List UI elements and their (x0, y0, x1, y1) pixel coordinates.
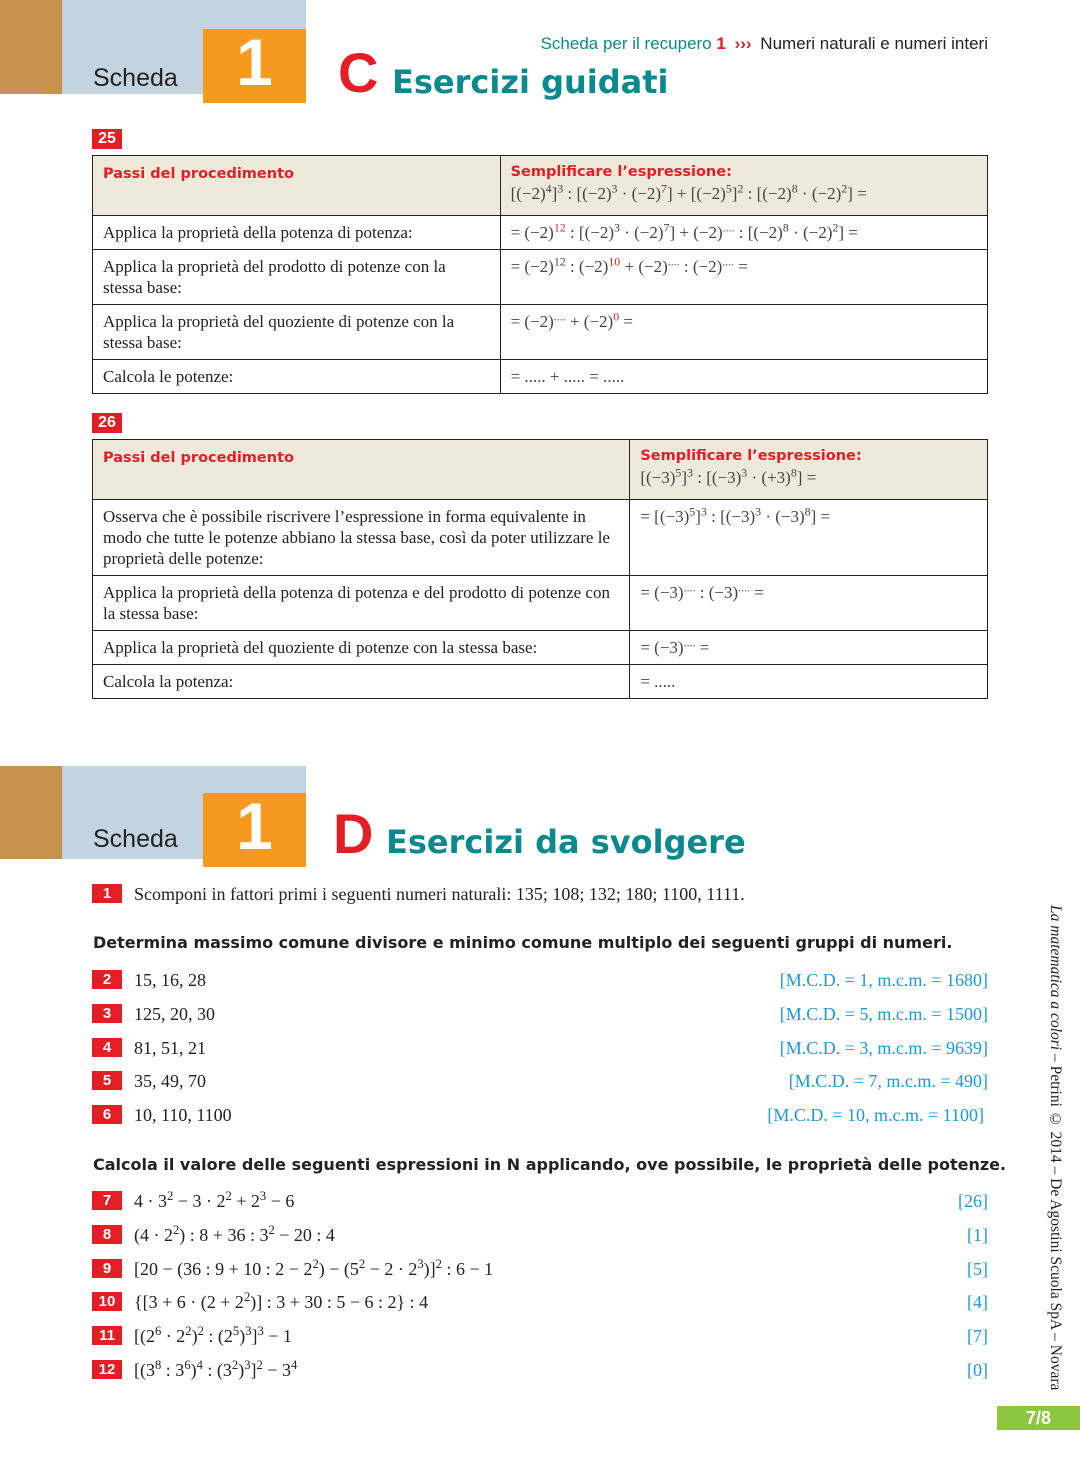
exercise-number: 9 (92, 1259, 122, 1278)
table-row (93, 576, 988, 631)
table-header-row (93, 440, 988, 500)
exercise-number: 2 (92, 970, 122, 989)
step-math: = ..... (630, 665, 988, 699)
exercise-answer: [M.C.D. = 10, m.c.m. = 1100] (767, 1105, 984, 1125)
exercise-answer: [M.C.D. = 7, m.c.m. = 490] (788, 1071, 988, 1091)
header-gold-block (0, 0, 62, 94)
exercise-text: 15, 16, 28 (134, 970, 206, 990)
step-text: Calcola le potenze: (93, 360, 501, 394)
exercise-text: 125, 20, 30 (134, 1004, 215, 1024)
exercise-expression: [$(2^6 \cdot 2^2)^2$ : $(2^5)^3]^3 - 1$ (134, 1324, 292, 1346)
section-c-letter: C (338, 41, 379, 104)
expression-26: $[(-3)^5]^3$ : $[(-3)^3 \cdot (+3)^8]$ = (640, 465, 817, 487)
exercise-expression: $4 \cdot 3^2 - 3 \cdot 2^2 + 2^3 - 6$ (134, 1189, 295, 1211)
exercise-answer: [26] (958, 1191, 988, 1211)
recupero-label: Scheda per il recupero (540, 34, 712, 53)
exercise-25-badge: 25 (92, 129, 122, 149)
step-math: = (−3).... = (630, 631, 988, 665)
table-row (93, 216, 988, 250)
exercise-number: 4 (92, 1038, 122, 1057)
list-item (92, 1224, 988, 1246)
section-d-scheda-label: Scheda (93, 825, 178, 853)
header-breadcrumb (541, 34, 988, 54)
step-text: Osserva che è possibile riscrivere l’espressione in forma equivalente in modo che tutte le potenze abbiano la stessa base, così da poter utilizzare le proprietà delle potenze: (93, 500, 630, 576)
list-item (92, 1258, 988, 1280)
step-math: = $[(-3)^5]^3$ : $[(-3)^3 \cdot (-3)^8]$ = (630, 500, 988, 576)
list-item (92, 1325, 988, 1347)
step-text: Applica la proprietà della potenza di potenza e del prodotto di potenze con la stessa base: (93, 576, 630, 631)
exercise-answer: [0] (967, 1360, 988, 1380)
table-row (93, 250, 988, 305)
exercise-26-badge: 26 (92, 413, 122, 433)
exercise-25-table (92, 155, 988, 394)
exercise-answer: [5] (967, 1259, 988, 1279)
exercise-expression: [20 − (36 : 9 + 10 : $2 - 2^2) - (5^2 - 2 \cdot 2^3)]^2$ : 6 − 1 (134, 1257, 494, 1279)
exercise-answer: [M.C.D. = 5, m.c.m. = 1500] (779, 1004, 988, 1024)
page-number: 7/8 (997, 1406, 1080, 1430)
exercise-expression: [($3^8$ : $3^6)^4$ : $(3^2)^3]^2 - 3^4$ (134, 1358, 298, 1380)
exercise-expression: {$[3 + 6 \cdot (2 + 2^2)]$ : 3 + 30 : 5 − 6 : 2} : 4 (134, 1290, 429, 1312)
list-item (92, 1190, 988, 1212)
list-item (92, 1037, 988, 1059)
exercise-number: 3 (92, 1004, 122, 1023)
scheda-number-box (203, 25, 306, 103)
exercise-26-table (92, 439, 988, 699)
section-d-number-box (203, 789, 306, 867)
exercise-text: Scomponi in fattori primi i seguenti numeri naturali: 135; 108; 132; 180; 1100, 1111. (134, 884, 745, 904)
section-d-letter: D (333, 802, 374, 865)
step-text: Applica la proprietà del quoziente di potenze con la stessa base: (93, 631, 630, 665)
exercise-number: 11 (92, 1326, 122, 1345)
table-header-row (93, 156, 988, 216)
table-row (93, 500, 988, 576)
step-math: = $(-2)^{12}$ : $[(-2)^3 \cdot (-2)^7] + (-2)^{....}$ : $[(-2)^8 \cdot (-2)^2]$ = (500, 216, 987, 250)
triple-chevron-icon: ››› (734, 34, 752, 53)
exercise-number: 12 (92, 1360, 122, 1379)
exercise-text: 81, 51, 21 (134, 1038, 206, 1058)
publisher-info: – Petrini © 2014 – De Agostini Scuola SpA – Novara (1047, 1050, 1064, 1391)
step-text: Applica la proprietà del prodotto di potenze con la stessa base: (93, 250, 501, 305)
exercise-answer: [7] (967, 1326, 988, 1346)
list-item (92, 1291, 988, 1313)
exercise-number: 7 (92, 1191, 122, 1210)
section-c-title: Esercizi guidati (392, 63, 669, 101)
step-text: Applica la proprietà del quoziente di potenze con la stessa base: (93, 305, 501, 360)
table-row (93, 631, 988, 665)
col-header-expression: Semplificare l’espressione: $[(-2)^4]^3$ : $[(-2)^3 \cdot (-2)^7] + [(-2)^5]^2$ : $[(-2)^8 \cdot (-2)^2]$ = (500, 156, 987, 216)
topic-title: Numeri naturali e numeri interi (760, 34, 988, 53)
table-row (93, 305, 988, 360)
exercise-answer: [4] (967, 1292, 988, 1312)
scheda-number: 1 (236, 25, 273, 99)
book-title: La matematica a colori (1047, 905, 1064, 1051)
section-d-title: Esercizi da svolgere (386, 823, 746, 861)
exercise-number: 8 (92, 1225, 122, 1244)
list-item (92, 1104, 988, 1126)
exercise-answer: [1] (967, 1225, 988, 1245)
table-row (93, 665, 988, 699)
list-item (92, 969, 988, 991)
exercise-expression: $(4 \cdot 2^2)$ : 8 + 36 : $3^2 - 20$ : 4 (134, 1223, 335, 1245)
section-d-gold-block (0, 766, 62, 859)
step-text: Calcola la potenza: (93, 665, 630, 699)
side-copyright-note (1046, 905, 1064, 1390)
exercise-1 (92, 883, 988, 905)
exercise-number: 5 (92, 1071, 122, 1090)
instruction-expressions: Calcola il valore delle seguenti espressioni in N applicando, ove possibile, le proprietà delle potenze. (93, 1155, 1007, 1174)
exercise-number: 10 (92, 1292, 122, 1311)
recupero-number: 1 (716, 34, 726, 53)
exercise-text: 10, 110, 1100 (134, 1105, 232, 1125)
step-text: Applica la proprietà della potenza di potenza: (93, 216, 501, 250)
table-row (93, 360, 988, 394)
exercise-text: 35, 49, 70 (134, 1071, 206, 1091)
exercise-number: 6 (92, 1105, 122, 1124)
exercise-number: 1 (92, 884, 122, 903)
step-math: = ..... + ..... = ..... (500, 360, 987, 394)
exercise-answer: [M.C.D. = 1, m.c.m. = 1680] (779, 970, 988, 990)
step-math: = (−3).... : (−3).... = (630, 576, 988, 631)
col-header-steps: Passi del procedimento (93, 156, 501, 216)
step-math: = $(-2)^{....} + (-2)^0$ = (500, 305, 987, 360)
list-item (92, 1359, 988, 1381)
list-item (92, 1003, 988, 1025)
col-header-steps: Passi del procedimento (93, 440, 630, 500)
instruction-mcd: Determina massimo comune divisore e minimo comune multiplo dei seguenti gruppi di numeri. (93, 933, 953, 952)
list-item (92, 1070, 988, 1092)
scheda-label: Scheda (93, 64, 178, 92)
expression-25: $[(-2)^4]^3$ : $[(-2)^3 \cdot (-2)^7] + [(-2)^5]^2$ : $[(-2)^8 \cdot (-2)^2]$ = (510, 181, 867, 203)
exercise-answer: [M.C.D. = 3, m.c.m. = 9639] (779, 1038, 988, 1058)
step-math: = $(-2)^{12}$ : $(-2)^{10} + (-2)^{....}$ : (−2).... = (500, 250, 987, 305)
col-header-expression: Semplificare l’espressione: $[(-3)^5]^3$ : $[(-3)^3 \cdot (+3)^8]$ = (630, 440, 988, 500)
section-d-number: 1 (236, 789, 273, 863)
